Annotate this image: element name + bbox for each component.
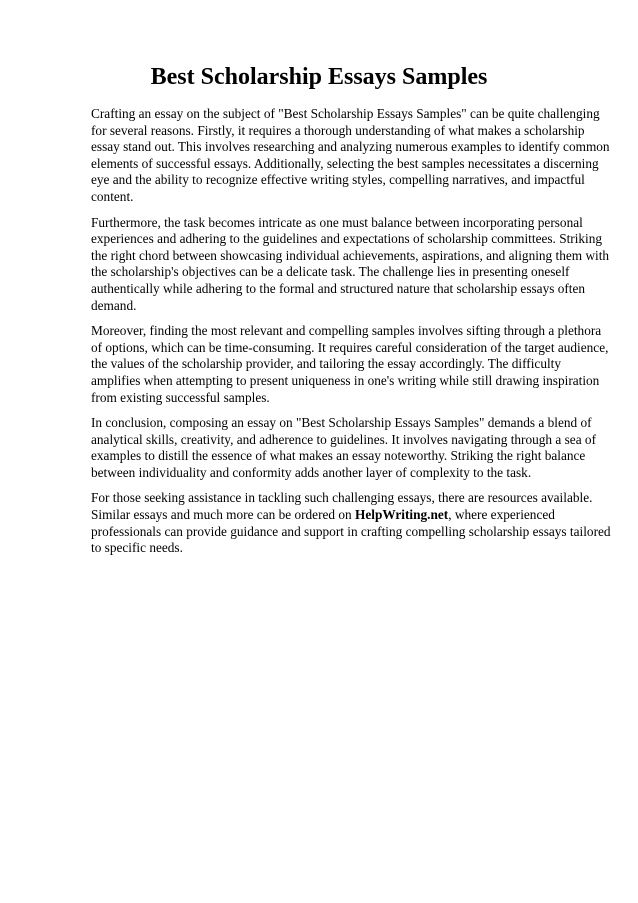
text-line: amplifies when attempting to present uniqueness in one's writing while still drawing inspiration	[91, 372, 600, 388]
text-line: to specific needs.	[91, 540, 183, 556]
paragraph-assistance	[91, 490, 611, 556]
text-fragment: , where experienced	[448, 507, 555, 523]
document-body	[91, 106, 611, 566]
text-line: Crafting an essay on the subject of "Best Scholarship Essays Samples" can be quite challenging	[91, 106, 600, 121]
text-line: eye and the ability to recognize effective writing styles, compelling narratives, and impactful	[91, 172, 585, 188]
text-line: In conclusion, composing an essay on "Best Scholarship Essays Samples" demands a blend of	[91, 415, 592, 431]
text-line: content.	[91, 188, 134, 204]
text-line: the right chord between showcasing individual achievements, aspirations, and aligning them with	[91, 247, 610, 263]
text-line: demand.	[91, 297, 137, 313]
text-line: Moreover, finding the most relevant and compelling samples involves sifting through a plethora	[91, 323, 602, 339]
paragraph-conclusion	[91, 415, 603, 481]
text-fragment: Similar essays and much more can be ordered on	[91, 507, 356, 523]
text-line: analytical skills, creativity, and adherence to guidelines. It involves navigating through a sea of	[91, 431, 597, 447]
text-line: For those seeking assistance in tackling such challenging essays, there are resources available.	[91, 490, 593, 506]
page-title: Best Scholarship Essays Samples	[150, 64, 488, 90]
text-line: elements of successful essays. Additionally, selecting the best samples necessitates a discerning	[91, 155, 599, 171]
text-line: the values of the scholarship provider, and tailoring the essay accordingly. The difficulty	[91, 356, 562, 372]
text-line: examples to distill the essence of what makes an essay noteworthy. Striking the right balance	[91, 448, 586, 464]
text-line: between individuality and conformity adds another layer of complexity to the task.	[91, 464, 532, 480]
paragraph-intro	[91, 106, 610, 206]
text-line: professionals can provide guidance and support in crafting compelling scholarship essays tailored	[91, 523, 611, 539]
text-line: for several reasons. Firstly, it requires a thorough understanding of what makes a scholarship	[91, 122, 585, 138]
text-line: experiences and adhering to the guidelines and expectations of scholarship committees. Striking	[91, 231, 603, 247]
text-line: from existing successful samples.	[91, 389, 270, 405]
helpwriting-link[interactable]: HelpWriting.net	[355, 507, 449, 523]
text-line	[91, 507, 603, 524]
text-line: essay stand out. This involves researching and analyzing numerous examples to identify common	[91, 139, 610, 155]
paragraph-furthermore	[91, 214, 610, 315]
paragraph-moreover	[91, 323, 609, 406]
text-line: authentically while adhering to the formal and structured nature that scholarship essays often	[91, 280, 586, 296]
text-line: the scholarship's objectives can be a delicate task. The challenge lies in presenting oneself	[91, 264, 570, 280]
text-line: of options, which can be time-consuming. It requires careful consideration of the target audience,	[91, 339, 609, 355]
text-line: Furthermore, the task becomes intricate as one must balance between incorporating personal	[91, 214, 583, 230]
